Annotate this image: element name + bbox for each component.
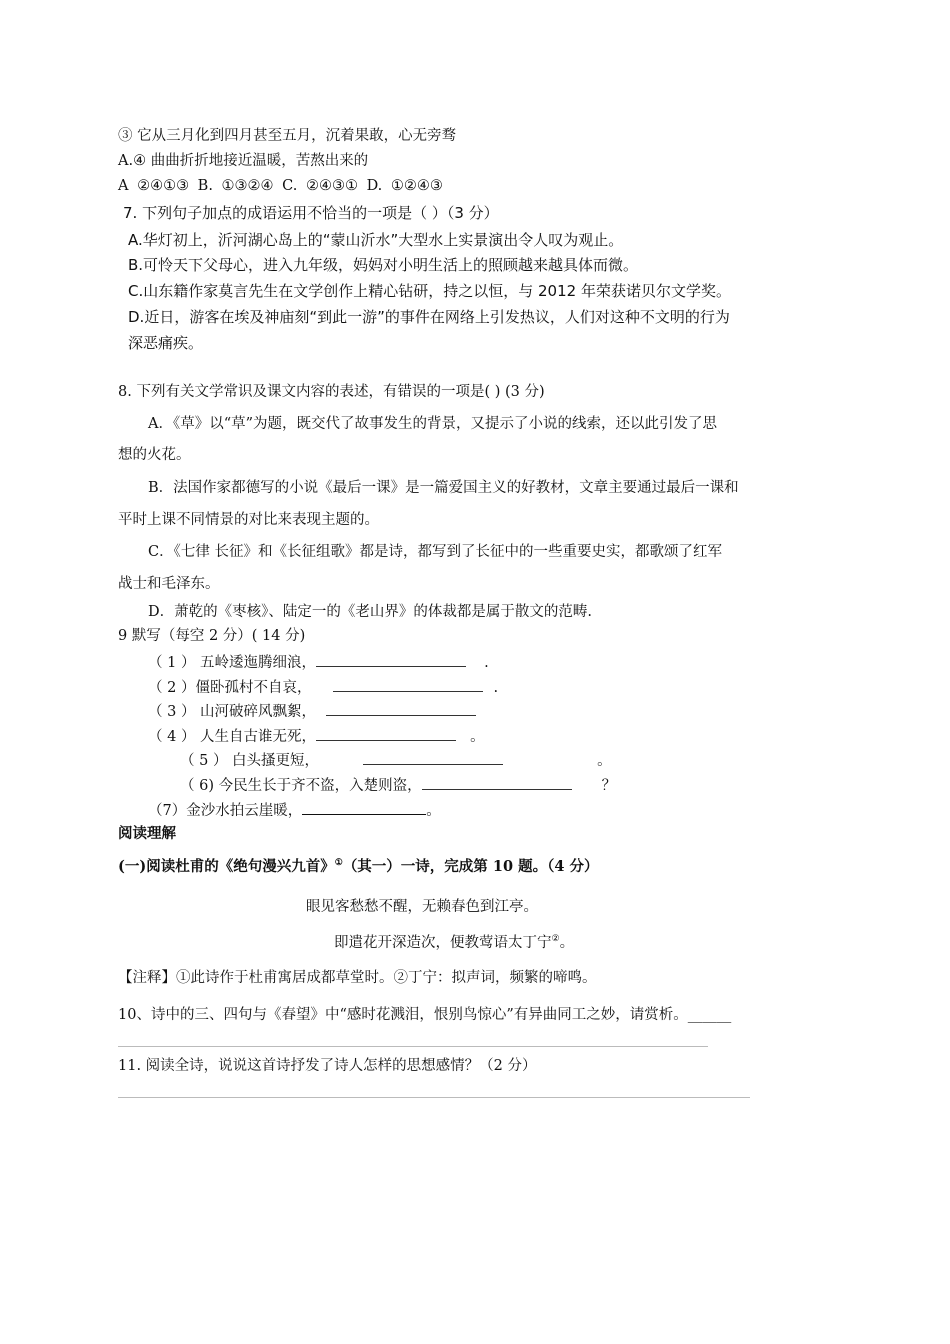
q9-blank-4[interactable] — [316, 726, 456, 741]
q6-item-4: A.④ 曲曲折折地接近温暖，苦熬出来的 — [118, 153, 369, 169]
reading-title: 阅读理解 — [118, 825, 176, 842]
q9-blank-3[interactable] — [326, 701, 476, 716]
answer-line-q11[interactable] — [118, 1097, 750, 1098]
q8-option-c-line1: C．《七律 长征》和《长征组歌》都是诗，都写到了长征中的一些重要史实，都歌颂了红军 — [148, 544, 722, 560]
q8-option-b-line2: 平时上课不同情景的对比来表现主题的。 — [118, 512, 379, 528]
q9-line-5-prompt: （ 5 ） 白头搔更短， — [180, 753, 320, 769]
reading-section-1-tail: （其一）一诗，完成第 10 题。（4 分） — [342, 858, 599, 875]
q8-option-a-line2: 想的火花。 — [118, 447, 191, 463]
answer-line-q10[interactable] — [118, 1046, 708, 1047]
q9-line-3-prompt: （ 3 ） 山河破碎风飘絮， — [148, 704, 317, 720]
reading-section-1-text: (一)阅读杜甫的《绝句漫兴九首》 — [118, 858, 335, 875]
q8-option-a-line1: A．《草》以“草”为题，既交代了故事发生的背景，又提示了小说的线索，还以此引发了思 — [148, 416, 718, 432]
q7-option-c: C.山东籍作家莫言先生在文学创作上精心钻研，持之以恒，与 2012 年荣获诺贝尔文学奖。 — [128, 282, 731, 300]
poem-line-1: 眼见客愁愁不醒，无赖春色到江亭。 — [306, 899, 538, 915]
q7-option-a: A.华灯初上，沂河湖心岛上的“蒙山沂水”大型水上实景演出令人叹为观止。 — [128, 231, 624, 249]
q9-line-7-end: 。 — [426, 803, 441, 819]
q9-line-4 — [148, 726, 485, 746]
q9-blank-5[interactable] — [363, 750, 503, 765]
poem-annotation: 【注释】①此诗作于杜甫寓居成都草堂时。②丁宁：拟声词，频繁的啼鸣。 — [118, 970, 597, 986]
q7-option-b: B.可怜天下父母心，进入九年级，妈妈对小明生活上的照顾越来越具体而微。 — [128, 256, 639, 274]
q6-item-3: ③ 它从三月化到四月甚至五月，沉着果敢，心无旁骛 — [118, 128, 457, 144]
q7-option-d-line1: D.近日，游客在埃及神庙刻“到此一游”的事件在网络上引发热议，人们对这种不文明的行为 — [128, 308, 730, 326]
question-11: 11. 阅读全诗，说说这首诗抒发了诗人怎样的思想感情？（2 分） — [118, 1058, 537, 1074]
q9-line-4-end: 。 — [470, 729, 485, 745]
poem-line-2 — [334, 934, 574, 952]
q9-line-1-prompt: （ 1 ） 五岭逶迤腾细浪， — [148, 655, 317, 671]
q9-line-6 — [180, 775, 616, 795]
q9-line-5-end: 。 — [597, 753, 612, 769]
q9-line-7-prompt: （7）金沙水拍云崖暖， — [148, 803, 303, 819]
q9-line-1-end: . — [484, 655, 489, 671]
poem-line-2-footnote-mark: ② — [551, 934, 560, 944]
reading-section-1-footnote-mark: ① — [334, 858, 343, 869]
question-10: 10、诗中的三、四句与《春望》中“感时花溅泪，恨别鸟惊心”有异曲同工之妙，请赏析。______ — [118, 1007, 732, 1023]
q8-option-d: D．萧乾的《枣核》、陆定一的《老山界》的体裁都是属于散文的范畴. — [148, 604, 592, 620]
q8-stem: 8. 下列有关文学常识及课文内容的表述，有错误的一项是( ) (3 分) — [118, 384, 545, 400]
q8-option-c-line2: 战士和毛泽东。 — [118, 576, 220, 592]
poem-line-2-end: 。 — [559, 934, 575, 951]
q9-blank-6[interactable] — [422, 775, 572, 790]
q9-blank-7[interactable] — [302, 800, 426, 815]
reading-section-1-heading — [118, 858, 598, 875]
q9-line-4-prompt: （ 4 ） 人生自古谁无死， — [148, 729, 317, 745]
q7-option-d-line2: 深恶痛疾。 — [128, 334, 204, 352]
q8-option-b-line1: B．法国作家都德写的小说《最后一课》是一篇爱国主义的好教材，文章主要通过最后一课和 — [148, 480, 739, 496]
q7-stem: 7. 下列句子加点的成语运用不恰当的一项是（ ）（3 分） — [123, 204, 499, 222]
q9-line-6-end: ？ — [601, 778, 617, 794]
q9-blank-1[interactable] — [316, 652, 466, 667]
q9-line-3 — [148, 701, 476, 721]
q9-blank-2[interactable] — [333, 677, 483, 692]
q9-line-2 — [148, 677, 498, 697]
q9-line-5 — [180, 750, 612, 770]
q9-stem: 9 默写（每空 2 分）( 14 分) — [118, 628, 306, 644]
q9-line-7 — [148, 800, 441, 820]
q9-line-6-prompt: （ 6) 今民生长于齐不盗，入楚则盗， — [180, 778, 422, 794]
q9-line-2-end: . — [493, 680, 499, 696]
q6-options: A ②④①③ B. ①③②④ C. ②④③① D. ①②④③ — [118, 178, 443, 194]
q9-line-2-prompt: （ 2 ）僵卧孤村不自哀， — [148, 680, 312, 696]
q9-line-1 — [148, 652, 489, 672]
poem-line-2-text: 即遣花开深造次，便教莺语太丁宁 — [334, 934, 552, 951]
